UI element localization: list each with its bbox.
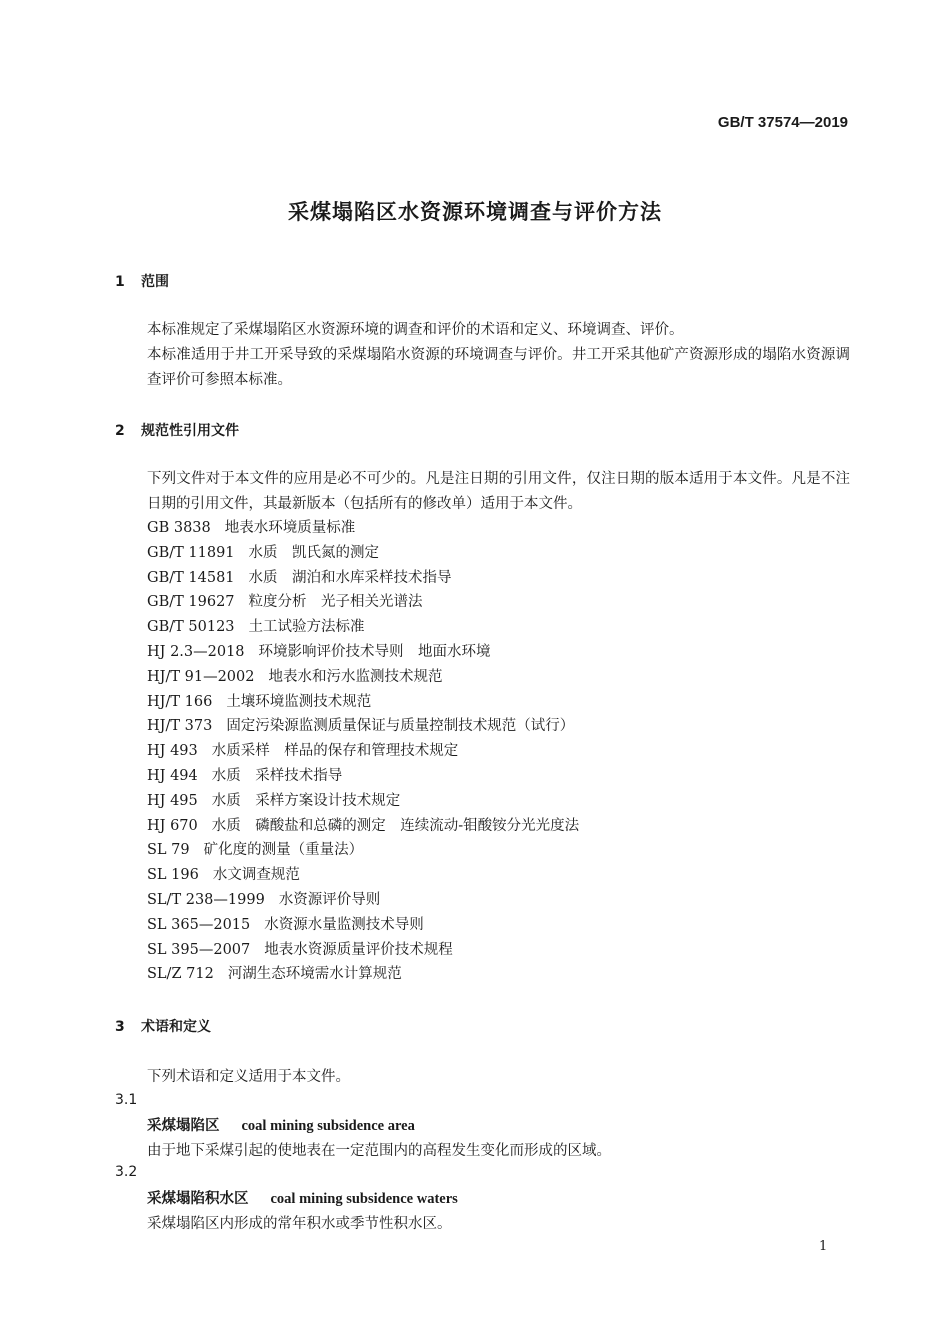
section-3-heading — [115, 1016, 211, 1036]
reference-title: 地表水和污水监测技术规范 — [268, 668, 443, 685]
section-number: 3 — [115, 1019, 125, 1035]
reference-title: 水质采样 样品的保存和管理技术规定 — [211, 743, 459, 760]
reference-title: 水文调查规范 — [212, 867, 300, 884]
paragraph-text: 本标准规定了采煤塌陷区水资源环境的调查和评价的术语和定义、环境调查、评价。 — [147, 322, 684, 338]
section-number: 1 — [115, 274, 125, 290]
reference-title: 水质 采样技术指导 — [211, 767, 343, 784]
term-number: 3.2 — [115, 1164, 138, 1180]
paragraph-text: 本标准适用于井工开采导致的采煤塌陷水资源的环境调查与评价。井工开采其他矿产资源形成的塌陷水资源调查评价可参照本标准。 — [147, 347, 850, 388]
reference-title: 地表水资源质量评价技术规程 — [264, 941, 453, 958]
reference-item — [147, 714, 579, 739]
reference-title: 地表水环境质量标准 — [224, 520, 356, 536]
reference-item — [147, 913, 579, 938]
reference-code: GB/T 14581 — [147, 569, 235, 586]
standard-number: GB/T 37574—2019 — [717, 114, 848, 131]
reference-title: 固定污染源监测质量保证与质量控制技术规范（试行） — [226, 718, 575, 735]
reference-code: HJ 2.3—2018 — [147, 643, 245, 660]
paragraph-text: 下列文件对于本文件的应用是必不可少的。凡是注日期的引用文件，仅注日期的版本适用于本文件。凡是不注日期的引用文件，其最新版本（包括所有的修改单）适用于本文件。 — [147, 471, 850, 512]
reference-item — [147, 938, 579, 963]
section-title: 范围 — [141, 274, 169, 290]
scope-paragraph-1 — [115, 318, 850, 343]
reference-code: SL 79 — [147, 842, 190, 859]
term-definition: 采煤塌陷区内形成的常年积水或季节性积水区。 — [147, 1216, 452, 1232]
reference-code: SL/Z 712 — [147, 966, 214, 983]
reference-title: 土工试验方法标准 — [248, 619, 365, 636]
reference-title: 河湖生态环境需水计算规范 — [227, 966, 402, 983]
scope-paragraph-2 — [115, 343, 850, 393]
reference-title: 土壤环境监测技术规范 — [226, 693, 372, 710]
term-heading — [147, 1187, 458, 1208]
reference-code: SL 196 — [147, 867, 199, 884]
reference-list — [147, 516, 579, 987]
reference-code: GB/T 50123 — [147, 619, 235, 636]
reference-code: HJ 670 — [147, 817, 198, 834]
reference-code: HJ 493 — [147, 743, 198, 760]
reference-item — [147, 665, 579, 690]
reference-item — [147, 541, 579, 566]
reference-code: HJ/T 373 — [147, 718, 213, 735]
reference-code: HJ/T 166 — [147, 693, 213, 710]
reference-title: 水资源评价导则 — [278, 891, 381, 908]
term-zh: 采煤塌陷积水区 — [147, 1191, 249, 1207]
term-definition: 由于地下采煤引起的使地表在一定范围内的高程发生变化而形成的区域。 — [147, 1143, 611, 1159]
section-2-heading — [115, 420, 239, 440]
reference-code: SL 395—2007 — [147, 941, 251, 958]
section-number: 2 — [115, 423, 125, 439]
reference-item — [147, 764, 579, 789]
reference-item — [147, 640, 579, 665]
reference-code: GB 3838 — [147, 520, 211, 536]
section-1-heading — [115, 271, 169, 291]
reference-item — [147, 863, 579, 888]
reference-title: 粒度分析 光子相关光谱法 — [248, 594, 423, 611]
reference-code: HJ/T 91—2002 — [147, 668, 255, 685]
page-number: 1 — [819, 1239, 828, 1254]
reference-title: 水质 湖泊和水库采样技术指导 — [248, 569, 452, 586]
reference-item — [147, 739, 579, 764]
reference-item — [147, 888, 579, 913]
reference-item — [147, 516, 579, 541]
term-en: coal mining subsidence area — [241, 1118, 415, 1134]
reference-title: 矿化度的测量（重量法） — [203, 842, 364, 859]
term-zh: 采煤塌陷区 — [147, 1118, 220, 1134]
reference-item — [147, 566, 579, 591]
reference-item — [147, 838, 579, 863]
reference-item — [147, 590, 579, 615]
reference-item — [147, 962, 579, 987]
reference-item — [147, 814, 579, 839]
reference-code: SL 365—2015 — [147, 916, 251, 933]
references-intro — [115, 467, 850, 517]
reference-code: GB/T 11891 — [147, 544, 235, 561]
terms-intro: 下列术语和定义适用于本文件。 — [147, 1069, 350, 1085]
reference-title: 水质 采样方案设计技术规定 — [211, 792, 401, 809]
section-title: 规范性引用文件 — [141, 423, 239, 439]
reference-item — [147, 690, 579, 715]
reference-code: GB/T 19627 — [147, 594, 235, 611]
reference-code: SL/T 238—1999 — [147, 891, 265, 908]
reference-title: 水质 凯氏氮的测定 — [248, 544, 380, 561]
reference-item — [147, 789, 579, 814]
term-number: 3.1 — [115, 1092, 138, 1108]
section-title: 术语和定义 — [141, 1019, 211, 1035]
term-heading — [147, 1114, 415, 1135]
reference-title: 环境影响评价技术导则 地面水环境 — [258, 643, 491, 660]
reference-title: 水资源水量监测技术导则 — [264, 916, 424, 933]
reference-code: HJ 495 — [147, 792, 198, 809]
reference-item — [147, 615, 579, 640]
term-en: coal mining subsidence waters — [270, 1191, 458, 1207]
reference-code: HJ 494 — [147, 767, 198, 784]
reference-title: 水质 磷酸盐和总磷的测定 连续流动-钼酸铵分光光度法 — [211, 817, 580, 834]
document-title: 采煤塌陷区水资源环境调查与评价方法 — [288, 200, 662, 224]
